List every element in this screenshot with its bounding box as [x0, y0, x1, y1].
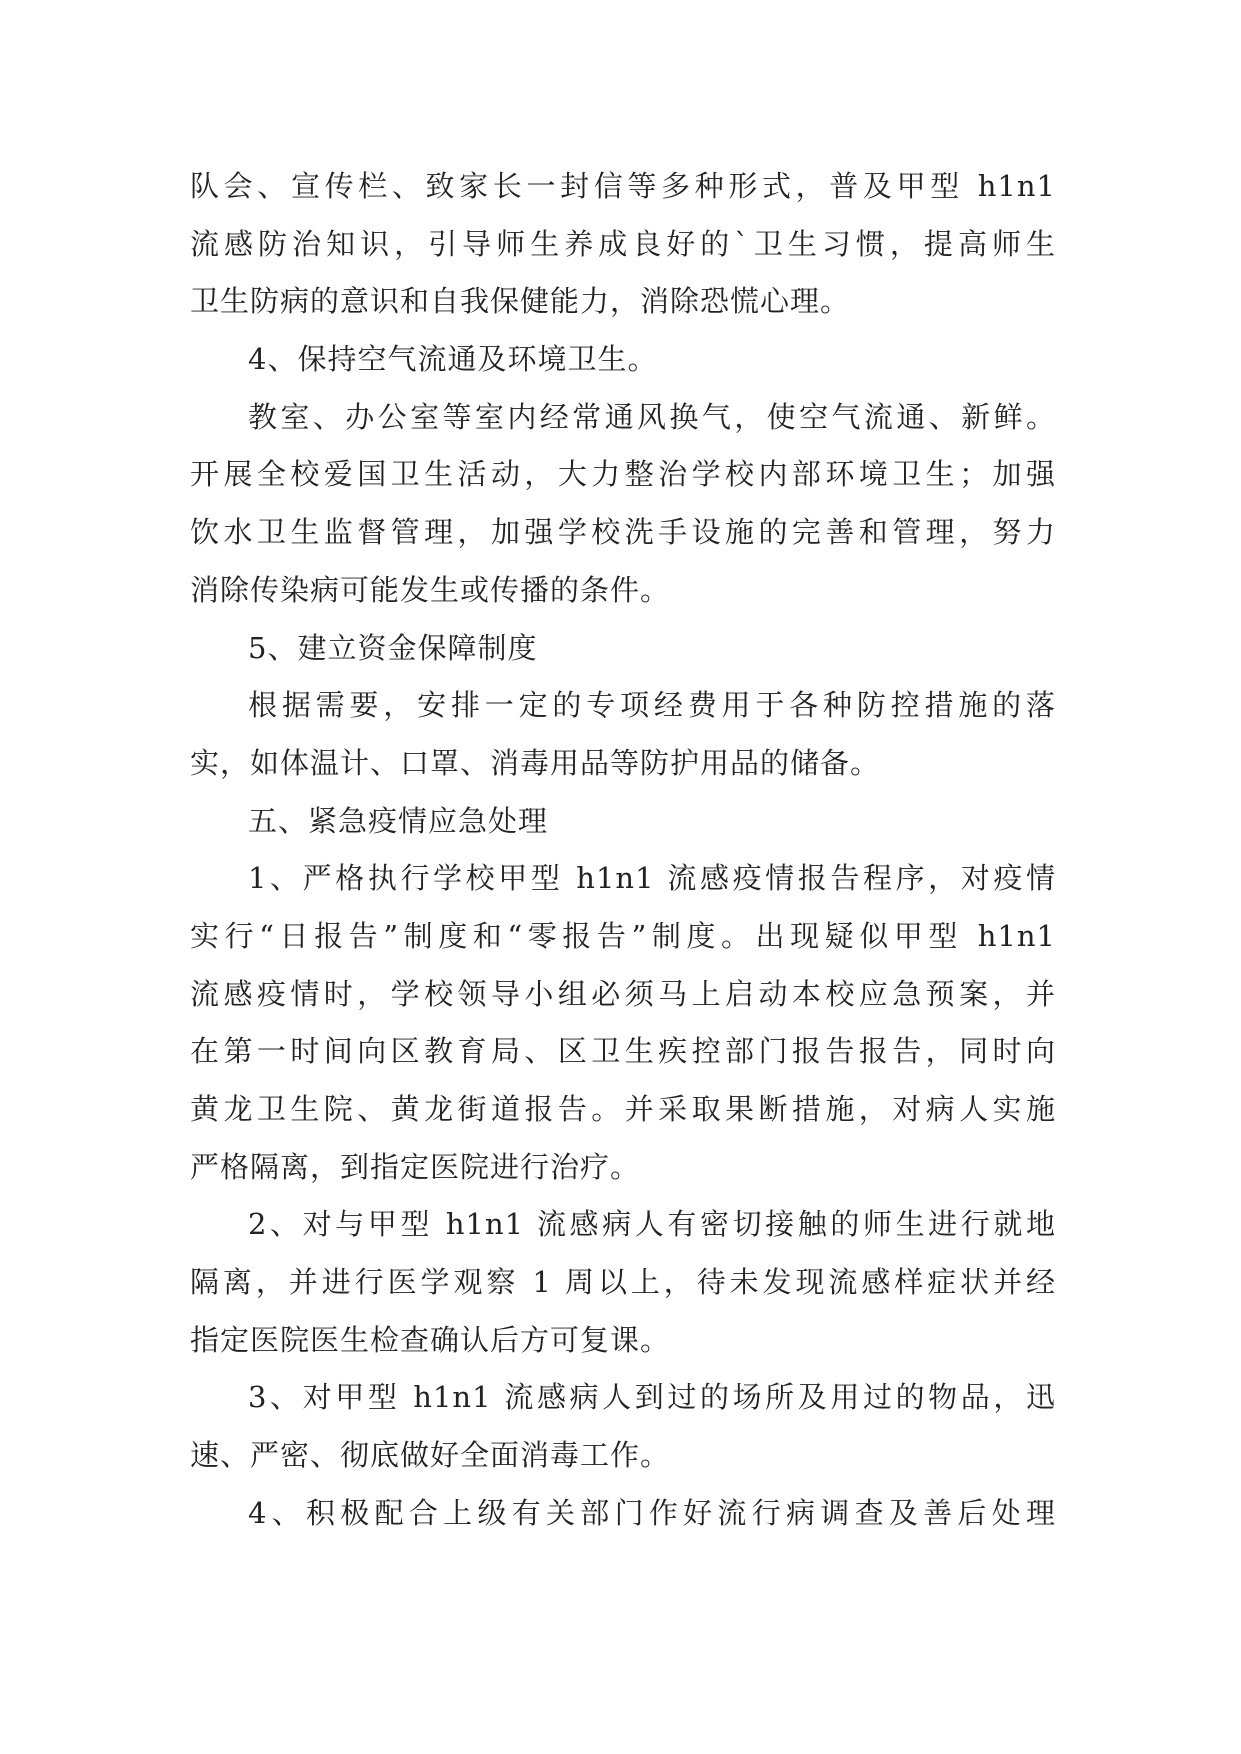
text-line: 饮水卫生监督管理，加强学校洗手设施的完善和管理，努力 [190, 515, 1056, 550]
text-line: 指定医院医生检查确认后方可复课。 [190, 1322, 671, 1357]
text-line: 速、严密、彻底做好全面消毒工作。 [190, 1438, 671, 1473]
section-heading: 4、保持空气流通及环境卫生。 [248, 342, 658, 377]
section-heading: 5、建立资金保障制度 [248, 630, 538, 665]
text-line: 4、积极配合上级有关部门作好流行病调查及善后处理 [248, 1495, 1056, 1530]
text-line: 1、严格执行学校甲型 h1n1 流感疫情报告程序，对疫情 [248, 861, 1056, 896]
text-line: 隔离，并进行医学观察 1 周以上，待未发现流感样症状并经 [190, 1265, 1056, 1300]
text-line: 流感防治知识，引导师生养成良好的`卫生习惯，提高师生 [190, 226, 1056, 261]
section-heading: 五、紧急疫情应急处理 [248, 803, 549, 838]
text-line: 流感疫情时，学校领导小组必须马上启动本校应急预案，并 [190, 976, 1056, 1011]
text-line: 实行“日报告”制度和“零报告”制度。出现疑似甲型 h1n1 [190, 918, 1056, 953]
text-line: 消除传染病可能发生或传播的条件。 [190, 572, 671, 607]
text-line: 根据需要，安排一定的专项经费用于各种防控措施的落 [248, 688, 1056, 723]
body-text [190, 158, 1056, 1543]
text-line: 开展全校爱国卫生活动，大力整治学校内部环境卫生；加强 [190, 457, 1056, 492]
text-line: 教室、办公室等室内经常通风换气，使空气流通、新鲜。 [248, 399, 1056, 434]
text-line: 2、对与甲型 h1n1 流感病人有密切接触的师生进行就地 [248, 1207, 1056, 1242]
text-line: 严格隔离，到指定医院进行治疗。 [190, 1149, 641, 1184]
text-line: 卫生防病的意识和自我保健能力，消除恐慌心理。 [190, 284, 851, 319]
text-line: 黄龙卫生院、黄龙街道报告。并采取果断措施，对病人实施 [190, 1092, 1056, 1126]
text-line: 队会、宣传栏、致家长一封信等多种形式，普及甲型 h1n1 [190, 169, 1056, 203]
text-line: 3、对甲型 h1n1 流感病人到过的场所及用过的物品，迅 [248, 1380, 1056, 1415]
text-line: 实，如体温计、口罩、消毒用品等防护用品的储备。 [190, 745, 881, 780]
text-line: 在第一时间向区教育局、区卫生疾控部门报告报告，同时向 [190, 1034, 1056, 1069]
